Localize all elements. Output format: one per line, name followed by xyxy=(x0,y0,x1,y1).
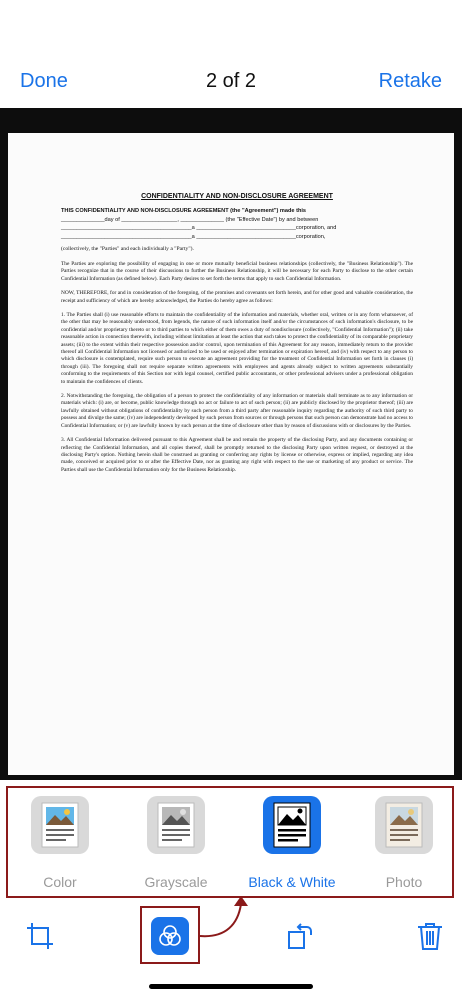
rotate-button[interactable] xyxy=(280,916,320,956)
scanned-document-page xyxy=(8,133,454,775)
document-paragraph-3: 3. All Confidential Information delivered pursuant to this Agreement shall be and remain the property of the disclosing Party, and any documents containing or reflecting the Confidential Information, and all copies thereof, shall be promptly returned to the disclosing Party upon written request, or destroyed at the disclosing Party's option. Nothing herein shall be construed as granting or conferring any rights by license or otherwise, express or implied, regarding any idea made, conceived or acquired prior to or after the Effective Date, nor as granting any right with respect to the use or marketing of any product or service. The Parties shall use the Confidential Information only for the Business Relationship. xyxy=(61,437,413,473)
filter-toggle-button[interactable] xyxy=(150,916,190,956)
filter-label-grayscale: Grayscale xyxy=(144,874,208,890)
document-collective-line: (collectively, the "Parties" and each individually a "Party"). xyxy=(61,246,194,253)
filter-grayscale[interactable] xyxy=(122,796,230,890)
delete-button[interactable] xyxy=(410,916,450,956)
black-white-document-icon xyxy=(263,796,321,854)
filter-label-color: Color xyxy=(43,874,77,890)
grayscale-document-icon xyxy=(147,796,205,854)
filter-toggle-icon xyxy=(151,917,189,955)
crop-button[interactable] xyxy=(20,916,60,956)
done-button[interactable]: Done xyxy=(20,70,68,92)
document-paragraph-recitals: The Parties are exploring the possibility of engaging in one or more mutually beneficial business relationships (collectively, the "Business Relationship"). The Parties recognize that in the course of their discussions to further the Business Relationship, it will be necessary for each Party to disclose to the other certain Confidential Information (as defined below). Each Party desires to set forth the terms that apply to such Confidential Information. xyxy=(61,260,413,282)
color-document-icon xyxy=(31,796,89,854)
filter-label-photo: Photo xyxy=(385,874,423,890)
document-party-line-1: __________________________________________a ________________________________corporation, and xyxy=(61,225,337,232)
top-navigation-bar xyxy=(0,0,462,108)
home-indicator[interactable] xyxy=(149,984,313,989)
filter-photo[interactable] xyxy=(350,796,458,890)
crop-icon xyxy=(25,921,55,951)
document-party-line-2: __________________________________________a ________________________________corporation, xyxy=(61,233,326,240)
document-paragraph-1: 1. The Parties shall (i) use reasonable efforts to maintain the confidentiality of the information and materials, whether oral, written or in any form whatsoever, of the other that may be reasonably understood, from legends, the nature of such information itself and/or the circumstances of such information's disclosure, to be confidential and/or proprietary thereto or to third parties to which either of them owes a duty of nondisclosure (collectively, "Confidential Information"); (ii) take reasonable action in connection therewith, including without limitation at least the action that each takes to protect the confidentiality of its comparable proprietary assets; (iii) to the extent within their respective possession and/or control, upon termination of this Agreement for any reason, immediately return to the provider thereof all Confidential Information not licensed or authorized to be used or enjoyed after termination or expiration hereof, and (iv) with respect to any person to which disclosure is contemplated, require such person to execute an agreement providing for the treatment of Confidential Information set forth in clauses (i) through (iii). The foregoing shall not require separate written agreements with employees and agents already subject to written agreements substantially conforming to the requirements of this Section nor with legal counsel, certified public accountants, or other professional advisers under a professional obligation to maintain the confidences of clients. xyxy=(61,312,413,385)
document-title: CONFIDENTIALITY AND NON-DISCLOSURE AGREEMENT xyxy=(141,193,333,200)
document-date-line: ______________day of __________________, ______________ (the "Effective Date") by and between xyxy=(61,216,319,223)
document-intro-line: THIS CONFIDENTIALITY AND NON-DISCLOSURE AGREEMENT (the "Agreement") made this xyxy=(61,208,307,214)
retake-button[interactable]: Retake xyxy=(378,70,442,92)
trash-icon xyxy=(415,921,445,951)
photo-document-icon xyxy=(375,796,433,854)
document-paragraph-now: NOW, THEREFORE, for and in consideration of the foregoing, of the promises and covenants set forth herein, and for other good and valuable consideration, the receipt and sufficiency of which are hereby acknowledged, the Parties do hereby agree as follows: xyxy=(61,290,413,304)
document-text xyxy=(61,193,413,474)
page-indicator: 2 of 2 xyxy=(205,70,257,92)
rotate-icon xyxy=(285,921,315,951)
filter-black-white[interactable] xyxy=(238,796,346,890)
document-paragraph-2: 2. Notwithstanding the foregoing, the obligation of a person to protect the confidentiality of any information or materials shall terminate as to any information or materials which: (i) are, or become, public knowledge through no act or failure to act of such person; (ii) are publicly disclosed by the proprietor thereof; (iii) are lawfully obtained without obligations of confidentiality by such person from a third party after reasonable inquiry regarding the authority of such third party to possess and divulge the same; (iv) are independently developed by such person from sources or through persons that such person can demonstrate had no access to Confidential Information; or (v) are lawfully known by such person at the time of disclosure other than by reason of discussions with or disclosures by the Parties. xyxy=(61,393,413,429)
filter-label-black-white: Black & White xyxy=(248,874,336,890)
filter-color[interactable] xyxy=(6,796,114,890)
annotation-arrow-icon xyxy=(196,894,256,944)
